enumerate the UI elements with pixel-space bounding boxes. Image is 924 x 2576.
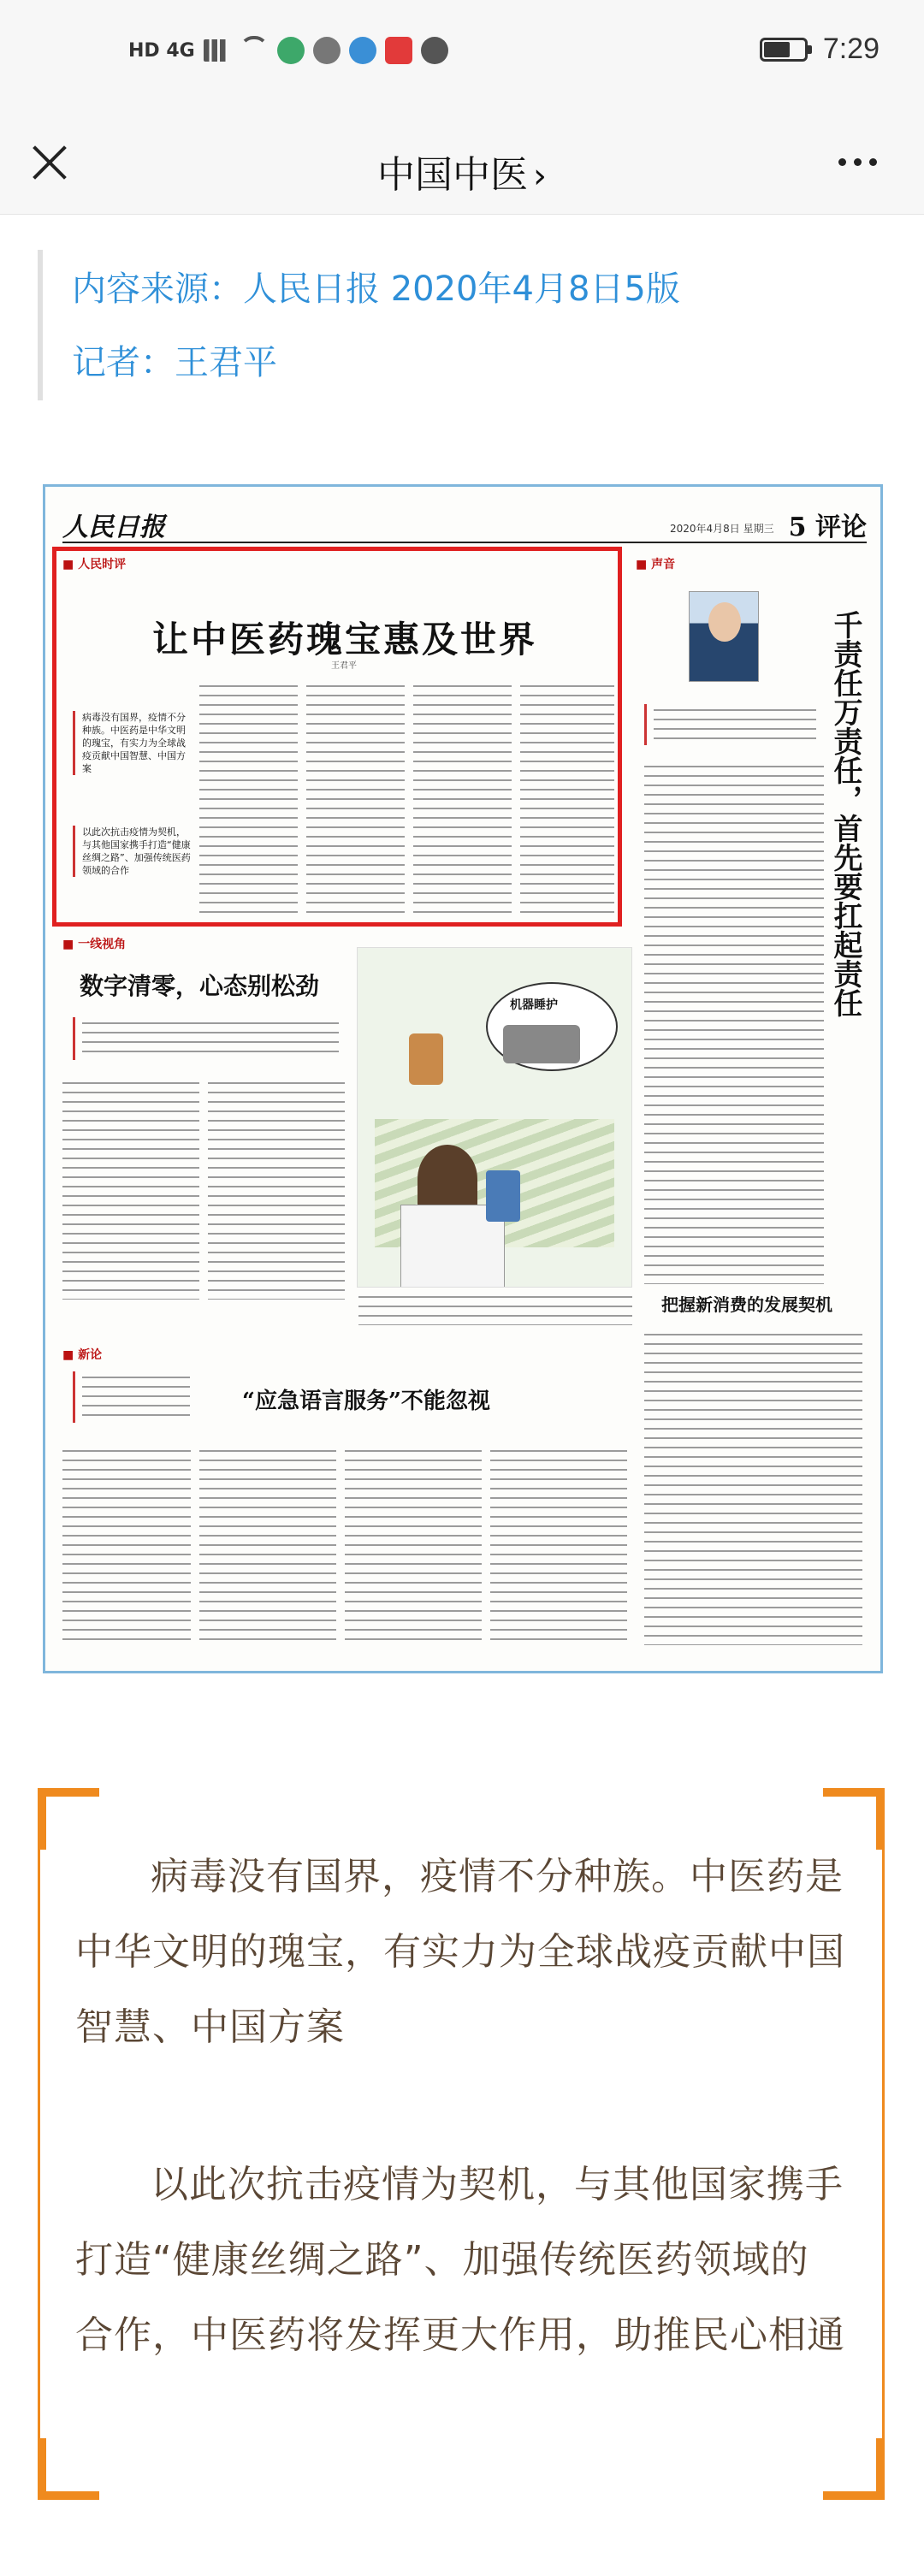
pull-quote-text: 以此次抗击疫情为契机，与其他国家携手打造“健康丝绸之路”、加强传统医药领域的合作 <box>82 826 191 876</box>
corner-bracket <box>38 2438 99 2500</box>
pull-quote <box>73 1017 347 1060</box>
reporter-line: 记者：王君平 <box>72 343 277 382</box>
phone-figure <box>486 1170 520 1222</box>
app-icon-2 <box>349 37 376 64</box>
newspaper-page-label: 5 评论 <box>788 512 867 542</box>
app-icon-1 <box>277 37 305 64</box>
article-title: 数字清零，心态别松劲 <box>80 972 320 1000</box>
highlight-quote-box <box>38 1788 885 2500</box>
illustration-label: 机器睡护 <box>510 998 558 1012</box>
cartoon-illustration <box>357 947 632 1288</box>
text-column <box>199 680 298 916</box>
text-column <box>62 1445 191 1647</box>
section-tag: ■ 声音 <box>636 555 675 572</box>
signal-icon <box>204 39 231 62</box>
text-column <box>644 1329 862 1645</box>
newspaper-date: 2020年4月8日 星期三 <box>670 523 774 535</box>
more-options-icon[interactable] <box>838 149 890 175</box>
nav-title: 中国中医 <box>377 153 528 197</box>
text-column <box>644 761 824 1284</box>
pull-quote-text: 病毒没有国界，疫情不分种族。中医药是中华文明的瑰宝，有实力为全球战疫贡献中国智慧、中国方案 <box>82 712 186 774</box>
message-icon <box>421 37 448 64</box>
status-bar <box>0 0 924 111</box>
article-title: 把握新消费的发展契机 <box>661 1294 832 1315</box>
farmer-figure <box>409 1033 443 1085</box>
section-tag: ■ 一线视角 <box>62 935 126 952</box>
text-column <box>208 1077 345 1300</box>
text-column <box>490 1445 627 1647</box>
highlight-paragraph: 病毒没有国界，疫情不分种族。中医药是中华文明的瑰宝，有实力为全球战疫贡献中国智慧、中国方案 <box>75 1855 845 2049</box>
pull-quote <box>73 826 193 877</box>
author-photo <box>689 591 759 682</box>
text-column <box>520 680 614 916</box>
article-headline: 让中医药瑰宝惠及世界 <box>151 619 537 660</box>
text-column <box>345 1445 482 1647</box>
toutiao-icon <box>385 37 412 64</box>
source-quote <box>38 250 885 400</box>
pull-quote-lines <box>654 704 816 745</box>
wifi-icon <box>240 36 269 65</box>
nav-title-button[interactable] <box>0 144 924 198</box>
text-column <box>199 1445 336 1647</box>
newspaper-image[interactable] <box>43 484 883 1673</box>
nav-bar <box>0 111 924 215</box>
box-border <box>38 1788 40 2500</box>
text-column <box>306 680 405 916</box>
article-title: “应急语言服务”不能忽视 <box>242 1389 490 1414</box>
status-right <box>760 33 880 66</box>
network-badge: HD 4G <box>128 39 195 62</box>
newspaper-logo: 人民日报 <box>62 512 165 542</box>
pull-quote-lines <box>82 1017 339 1057</box>
pull-quote <box>73 711 193 775</box>
caption-text <box>358 1291 632 1325</box>
corner-bracket <box>823 2438 885 2500</box>
vertical-headline: 千责任万责任，首先要扛起责任 <box>828 610 862 1017</box>
person-figure <box>418 1145 477 1213</box>
text-column <box>413 680 512 916</box>
wechat-icon <box>313 37 341 64</box>
box-border <box>882 1788 885 2500</box>
text-column <box>62 1077 199 1300</box>
status-icons <box>128 36 448 65</box>
chevron-right-icon: › <box>533 157 547 196</box>
tractor-figure <box>503 1025 580 1063</box>
highlight-paragraph: 以此次抗击疫情为契机，与其他国家携手打造“健康丝绸之路”、加强传统医药领域的合作，中医药将发挥更大作用，助推民心相通 <box>75 2163 845 2357</box>
section-tag: ■ 人民时评 <box>62 555 126 572</box>
source-line: 内容来源：人民日报 2020年4月8日5版 <box>72 269 680 309</box>
clock: 7:29 <box>822 33 880 65</box>
battery-icon <box>760 38 808 62</box>
newspaper-masthead <box>62 506 867 543</box>
pull-quote <box>644 704 821 745</box>
pull-quote-lines <box>82 1371 190 1423</box>
article-byline: 王君平 <box>331 661 357 671</box>
pull-quote <box>73 1371 193 1423</box>
section-tag: ■ 新论 <box>62 1346 102 1363</box>
